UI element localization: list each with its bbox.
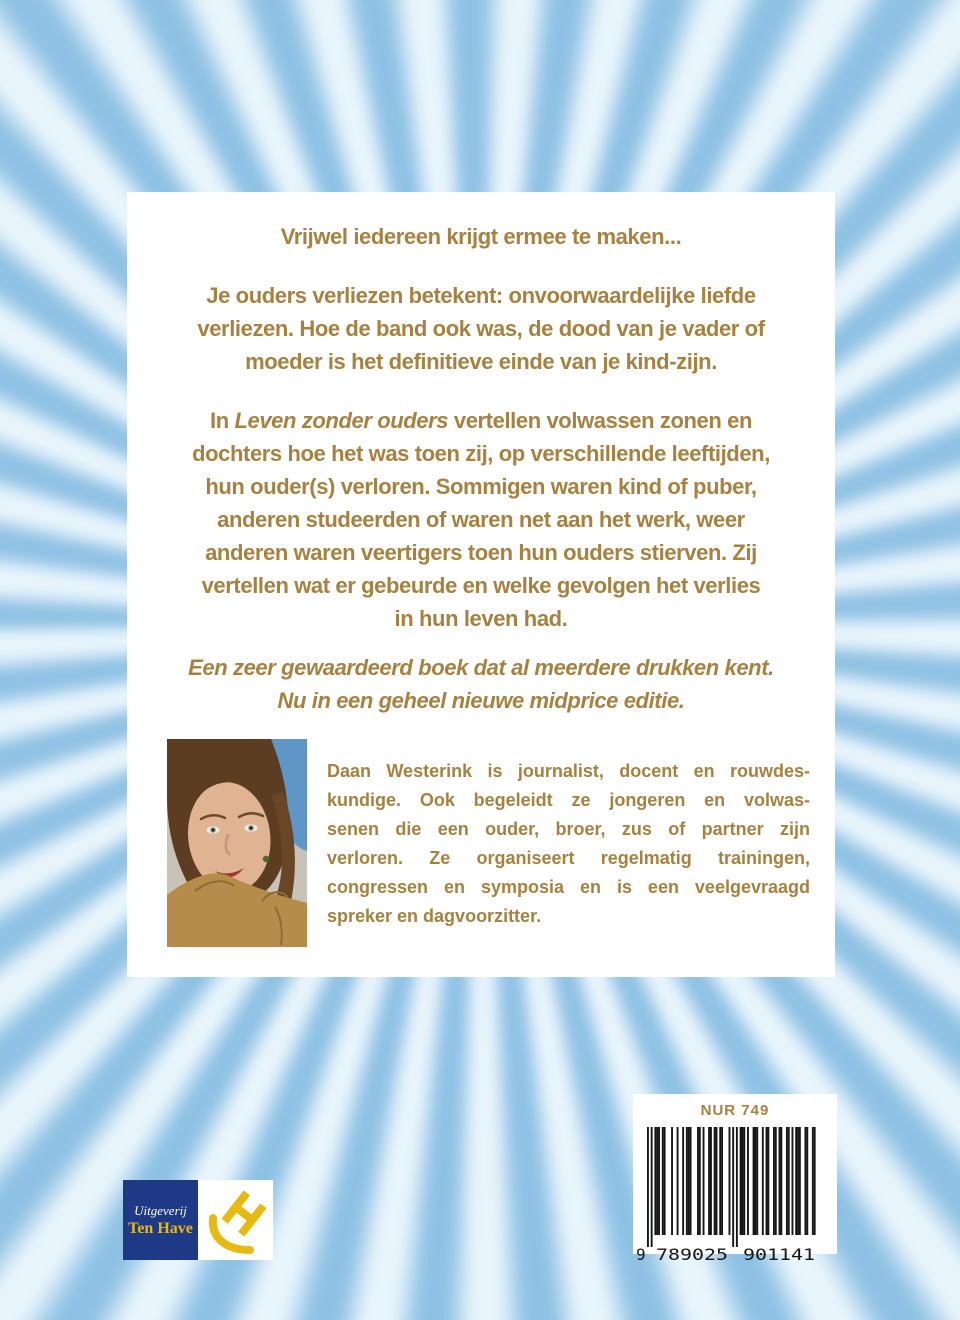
author-photo bbox=[167, 739, 307, 947]
intro-line: Vrijwel iedereen krijgt ermee te maken... bbox=[280, 224, 682, 249]
title-rest: vertellen volwassen zonen en bbox=[448, 408, 752, 433]
paragraph-line: Je ouders verliezen betekent: onvoorwaardelijke liefde bbox=[206, 283, 756, 308]
ean-barcode bbox=[633, 1127, 837, 1263]
barcode-digit-lead: 9 bbox=[636, 1245, 646, 1263]
publisher-logo-mark-tile bbox=[198, 1180, 273, 1260]
publisher-logo-text-tile bbox=[123, 1180, 198, 1260]
paragraph-book-lines bbox=[127, 437, 835, 635]
book-title-italic: Leven zonder ouders bbox=[234, 408, 449, 433]
paragraph-line: dochters hoe het was toen zij, op verschillende leeftijden, bbox=[192, 441, 770, 466]
bio-line: verloren. Ze organiseert regelmatig trainingen, bbox=[327, 848, 810, 868]
publisher-label-uitgeverij: Uitgeverij bbox=[134, 1202, 187, 1218]
back-cover-text-panel bbox=[127, 192, 835, 977]
paragraph-book bbox=[127, 404, 835, 635]
title-prefix: In bbox=[210, 408, 235, 433]
paragraph-line: anderen studeerden of waren net aan het werk, weer bbox=[217, 507, 745, 532]
paragraph-line: vertellen wat er gebeurde en welke gevolgen het verlies bbox=[201, 573, 761, 598]
paragraph-line: hun ouder(s) verloren. Sommigen waren kind of puber, bbox=[205, 474, 757, 499]
bio-line: congressen en symposia en is een veelgevraagd bbox=[327, 877, 810, 897]
ten-have-h-icon bbox=[198, 1180, 273, 1260]
author-bio bbox=[327, 739, 810, 947]
bio-line: spreker en dagvoorzitter. bbox=[327, 906, 542, 926]
paragraph-line: moeder is het definitieve einde van je kind-zijn. bbox=[245, 349, 717, 374]
author-section bbox=[167, 739, 810, 947]
paragraph-line: anderen waren veertigers toen hun ouders stierven. Zij bbox=[205, 540, 757, 565]
paragraph-line-with-title bbox=[127, 404, 835, 437]
bio-line: senen die een ouder, broer, zus of partner zijn bbox=[327, 819, 810, 839]
barcode-digits-group1: 789025 bbox=[656, 1245, 728, 1263]
quote-block bbox=[127, 651, 835, 717]
nur-label: NUR 749 bbox=[700, 1102, 770, 1119]
barcode-digits-group2: 901141 bbox=[743, 1245, 815, 1263]
publisher-label-ten-have: Ten Have bbox=[128, 1219, 193, 1237]
paragraph-loss bbox=[127, 279, 835, 378]
bio-line: kundige. Ook begeleidt ze jongeren en volwas- bbox=[327, 790, 810, 810]
quote-line: Nu in een geheel nieuwe midprice editie. bbox=[277, 688, 685, 713]
barcode-panel bbox=[633, 1094, 837, 1263]
paragraph-line: verliezen. Hoe de band ook was, de dood van je vader of bbox=[197, 316, 765, 341]
paragraph-line: in hun leven had. bbox=[394, 606, 568, 631]
bio-line: Daan Westerink is journalist, docent en rouwdes- bbox=[327, 761, 810, 781]
publisher-logo bbox=[123, 1180, 273, 1260]
quote-line: Een zeer gewaardeerd boek dat al meerdere drukken kent. bbox=[188, 655, 774, 680]
